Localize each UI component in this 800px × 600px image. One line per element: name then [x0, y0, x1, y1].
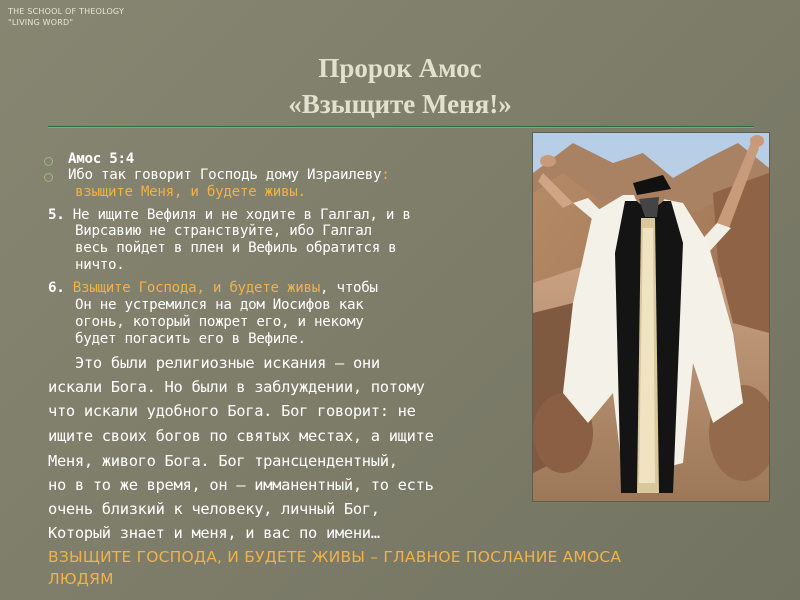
reference-amos-5-4: Амос 5:4 — [68, 151, 134, 167]
verse-6-line-1 — [48, 280, 378, 296]
verse-4-line-1 — [68, 167, 389, 183]
school-name: THE SCHOOL OF THEOLOGY — [8, 7, 125, 16]
verse-6-highlight: Взыщите Господа, и будете живы — [64, 280, 320, 296]
bullet-2 — [44, 173, 53, 182]
slide-title: Пророк Амос — [318, 53, 482, 83]
commentary-line-1: Это были религиозные искания – они — [75, 354, 380, 372]
verse-6-line-4: будет погасить его в Вефиле. — [75, 331, 306, 347]
commentary-line-7: очень близкий к человеку, личный Бог, — [48, 500, 380, 518]
school-subtitle: "LIVING WORD" — [8, 18, 74, 27]
main-message-line-1: ВЗЫЩИТЕ ГОСПОДА, И БУДЕТЕ ЖИВЫ – ГЛАВНОЕ ПОСЛАНИЕ АМОСА — [48, 548, 622, 566]
commentary-line-5: Меня, живого Бога. Бог трансцендентный, — [48, 452, 398, 470]
verse-5-line-2: Вирсавию не странствуйте, ибо Галгал — [75, 223, 372, 239]
verse-5-line-3: весь пойдет в плен и Вефиль обратится в — [75, 240, 397, 256]
main-message-line-2: ЛЮДЯМ — [48, 570, 114, 588]
commentary-line-3: что искали удобного Бога. Бог говорит: не — [48, 402, 416, 420]
verse-4-text: Ибо так говорит Господь дому Израилеву — [68, 167, 382, 183]
verse-6-line-2: Он не устремился на дом Иосифов как — [75, 297, 364, 313]
commentary-line-8: Который знает и меня, и вас по имени… — [48, 524, 380, 542]
verse-6-line-3: огонь, который пожрет его, и некому — [75, 314, 364, 330]
verse-6-number: 6. — [48, 280, 65, 296]
verse-5-number: 5. — [48, 207, 65, 223]
verse-6-text-1: , чтобы — [319, 280, 378, 296]
verse-5-text-1: Не ищите Вефиля и не ходите в Галгал, и в — [64, 207, 411, 223]
slide-subtitle: «Взыщите Меня!» — [288, 89, 512, 119]
commentary-line-4: ищите своих богов по святых местах, а ищите — [48, 427, 434, 445]
bullet-1 — [44, 157, 53, 166]
verse-4-colon: : — [381, 167, 390, 183]
verse-5-line-4: ничто. — [75, 257, 125, 273]
verse-5-line-1 — [48, 207, 411, 223]
commentary-line-6: но в то же время, он – имманентный, то есть — [48, 476, 434, 494]
commentary-line-2: искали Бога. Но были в заблуждении, потому — [48, 378, 425, 396]
verse-4-highlight: взыщите Меня, и будете живы. — [75, 184, 306, 200]
